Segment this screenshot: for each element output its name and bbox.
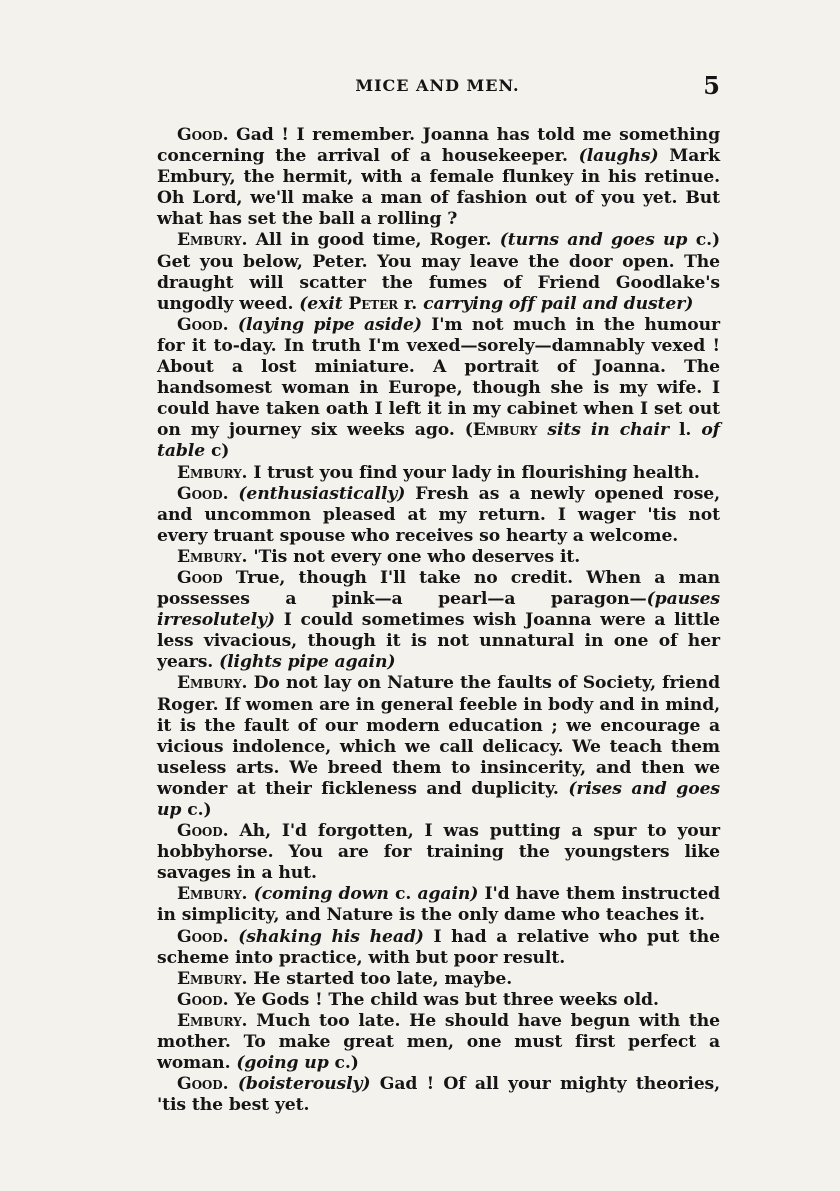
spoken-text: I'd have them instructed in simplicity, and Nature is the only dame who teaches it. xyxy=(157,884,720,926)
dialogue-paragraph xyxy=(157,673,720,821)
page-header xyxy=(155,71,720,102)
dialogue-paragraph xyxy=(157,463,720,484)
stage-direction: again) xyxy=(417,884,479,905)
stage-direction: carrying off pail and duster) xyxy=(423,293,694,314)
spoken-text: I'm not much in the humour for it to-day. In truth I'm vexed—sorely—damnably vexed ! About a lost miniature. A portrait of Joanna. The handsomest woman in Europe, though she is my wife. I could have taken oath I left it in my cabinet when I set out on my journey six weeks ago. ( xyxy=(157,314,720,441)
spoken-text: Mark Embury, the hermit, with a female flunkey in his retinue. Oh Lord, we'll make a man of fashion out of you yet. But what has set the ball a rolling ? xyxy=(157,146,720,230)
dialogue-paragraph xyxy=(157,125,720,230)
page-number: 5 xyxy=(703,71,720,100)
speaker-name: Good. xyxy=(177,821,229,842)
dialogue-paragraph xyxy=(157,315,720,463)
spoken-text xyxy=(228,927,238,947)
spoken-text: c. xyxy=(388,884,418,905)
spoken-text: Ye Gods ! The child was but three weeks old. xyxy=(228,989,659,1010)
stage-direction: of table xyxy=(157,420,720,462)
dialogue-paragraph xyxy=(157,568,720,673)
stage-direction: (boisterously) xyxy=(237,1074,371,1095)
character-name: Peter xyxy=(348,293,399,314)
speaker-name: Good. xyxy=(177,483,229,504)
speaker-name: Embury. xyxy=(177,546,248,567)
speaker-name: Good. xyxy=(177,1074,229,1095)
spoken-text: I could sometimes wish Joanna were a little less vivacious, though it is not unnatural in one of her years. xyxy=(157,610,720,673)
dialogue-paragraph xyxy=(157,1074,720,1116)
spoken-text: Do not lay on Nature the faults of Society, friend Roger. If women are in general feeble in body and in mind, it is the fault of our modern education ; we encourage a vicious indolence, which we call delicacy. We teach them useless arts. We breed them to insincerity, and then we wonder at their fickleness and duplicity. xyxy=(157,673,720,799)
stage-direction: (laughs) xyxy=(578,146,659,167)
spoken-text: c.) xyxy=(328,1053,359,1074)
stage-direction: (exit xyxy=(299,293,349,314)
spoken-text xyxy=(228,484,238,504)
stage-direction: (coming down xyxy=(253,884,389,905)
spoken-text: Gad ! Of all your mighty theories, 'tis the best yet. xyxy=(157,1074,720,1116)
speaker-name: Embury. xyxy=(177,1010,248,1031)
dialogue-paragraph xyxy=(157,969,720,990)
spoken-text: c.) xyxy=(181,800,212,820)
spoken-text: c) xyxy=(205,441,230,462)
speaker-name: Embury. xyxy=(177,884,248,905)
speaker-name: Good. xyxy=(177,314,229,335)
dialogue-paragraph xyxy=(157,884,720,926)
dialogue-paragraph xyxy=(157,230,720,314)
spoken-text: Gad ! I remember. Joanna has told me something concerning the arrival of a housekeeper. xyxy=(157,125,720,167)
stage-direction: (turns and goes up xyxy=(499,230,688,251)
play-dialogue xyxy=(157,125,720,1116)
speaker-name: Embury. xyxy=(177,230,248,251)
dialogue-paragraph xyxy=(157,990,720,1011)
speaker-name: Good xyxy=(177,567,223,588)
running-title: MICE AND MEN. xyxy=(355,76,520,95)
spoken-text xyxy=(228,315,237,335)
spoken-text: He started too late, maybe. xyxy=(247,968,513,989)
speaker-name: Embury. xyxy=(177,462,248,483)
dialogue-paragraph xyxy=(157,547,720,568)
spoken-text: r. xyxy=(398,293,424,314)
stage-direction: (lights pipe again) xyxy=(219,652,396,673)
spoken-text: True, though I'll take no credit. When a man possesses a pink—a pearl—a paragon— xyxy=(157,567,720,610)
speaker-name: Good. xyxy=(177,125,229,145)
spoken-text: Fresh as a newly opened rose, and uncommon pleased at my return. I wager 'tis not every truant spouse who receives so hearty a welcome. xyxy=(157,483,720,546)
stage-direction: (enthusiastically) xyxy=(238,483,406,504)
spoken-text xyxy=(228,1074,237,1094)
character-name: Embury xyxy=(472,420,538,441)
spoken-text: I had a relative who put the scheme into practice, with but poor result. xyxy=(157,926,720,968)
speaker-name: Good. xyxy=(177,926,229,947)
spoken-text: 'Tis not every one who deserves it. xyxy=(247,546,581,567)
spoken-text: All in good time, Roger. xyxy=(247,230,500,251)
dialogue-paragraph xyxy=(157,1011,720,1074)
speaker-name: Good. xyxy=(177,989,229,1010)
spoken-text: Much too late. He should have begun with the mother. To make great men, one must first perfect a woman. xyxy=(157,1010,720,1074)
dialogue-paragraph xyxy=(157,484,720,547)
stage-direction: (laying pipe aside) xyxy=(237,314,422,335)
stage-direction: (shaking his head) xyxy=(238,926,424,947)
speaker-name: Embury. xyxy=(177,673,248,694)
stage-direction: (pauses irresolutely) xyxy=(157,589,720,631)
stage-direction: (rises and goes up xyxy=(157,778,720,820)
spoken-text: I trust you find your lady in flourishing health. xyxy=(247,462,700,483)
stage-direction: sits in chair xyxy=(537,420,669,441)
spoken-text: l. xyxy=(668,420,702,441)
speaker-name: Embury. xyxy=(177,968,248,989)
spoken-text: c.) Get you below, Peter. You may leave the door open. The draught will scatter the fumes of Friend Goodlake's ungodly weed. xyxy=(157,230,720,314)
stage-direction: (going up xyxy=(236,1053,329,1074)
dialogue-paragraph xyxy=(157,821,720,884)
spoken-text: Ah, I'd forgotten, I was putting a spur to your hobbyhorse. You are for training the youngsters like savages in a hut. xyxy=(157,821,720,884)
dialogue-paragraph xyxy=(157,927,720,969)
